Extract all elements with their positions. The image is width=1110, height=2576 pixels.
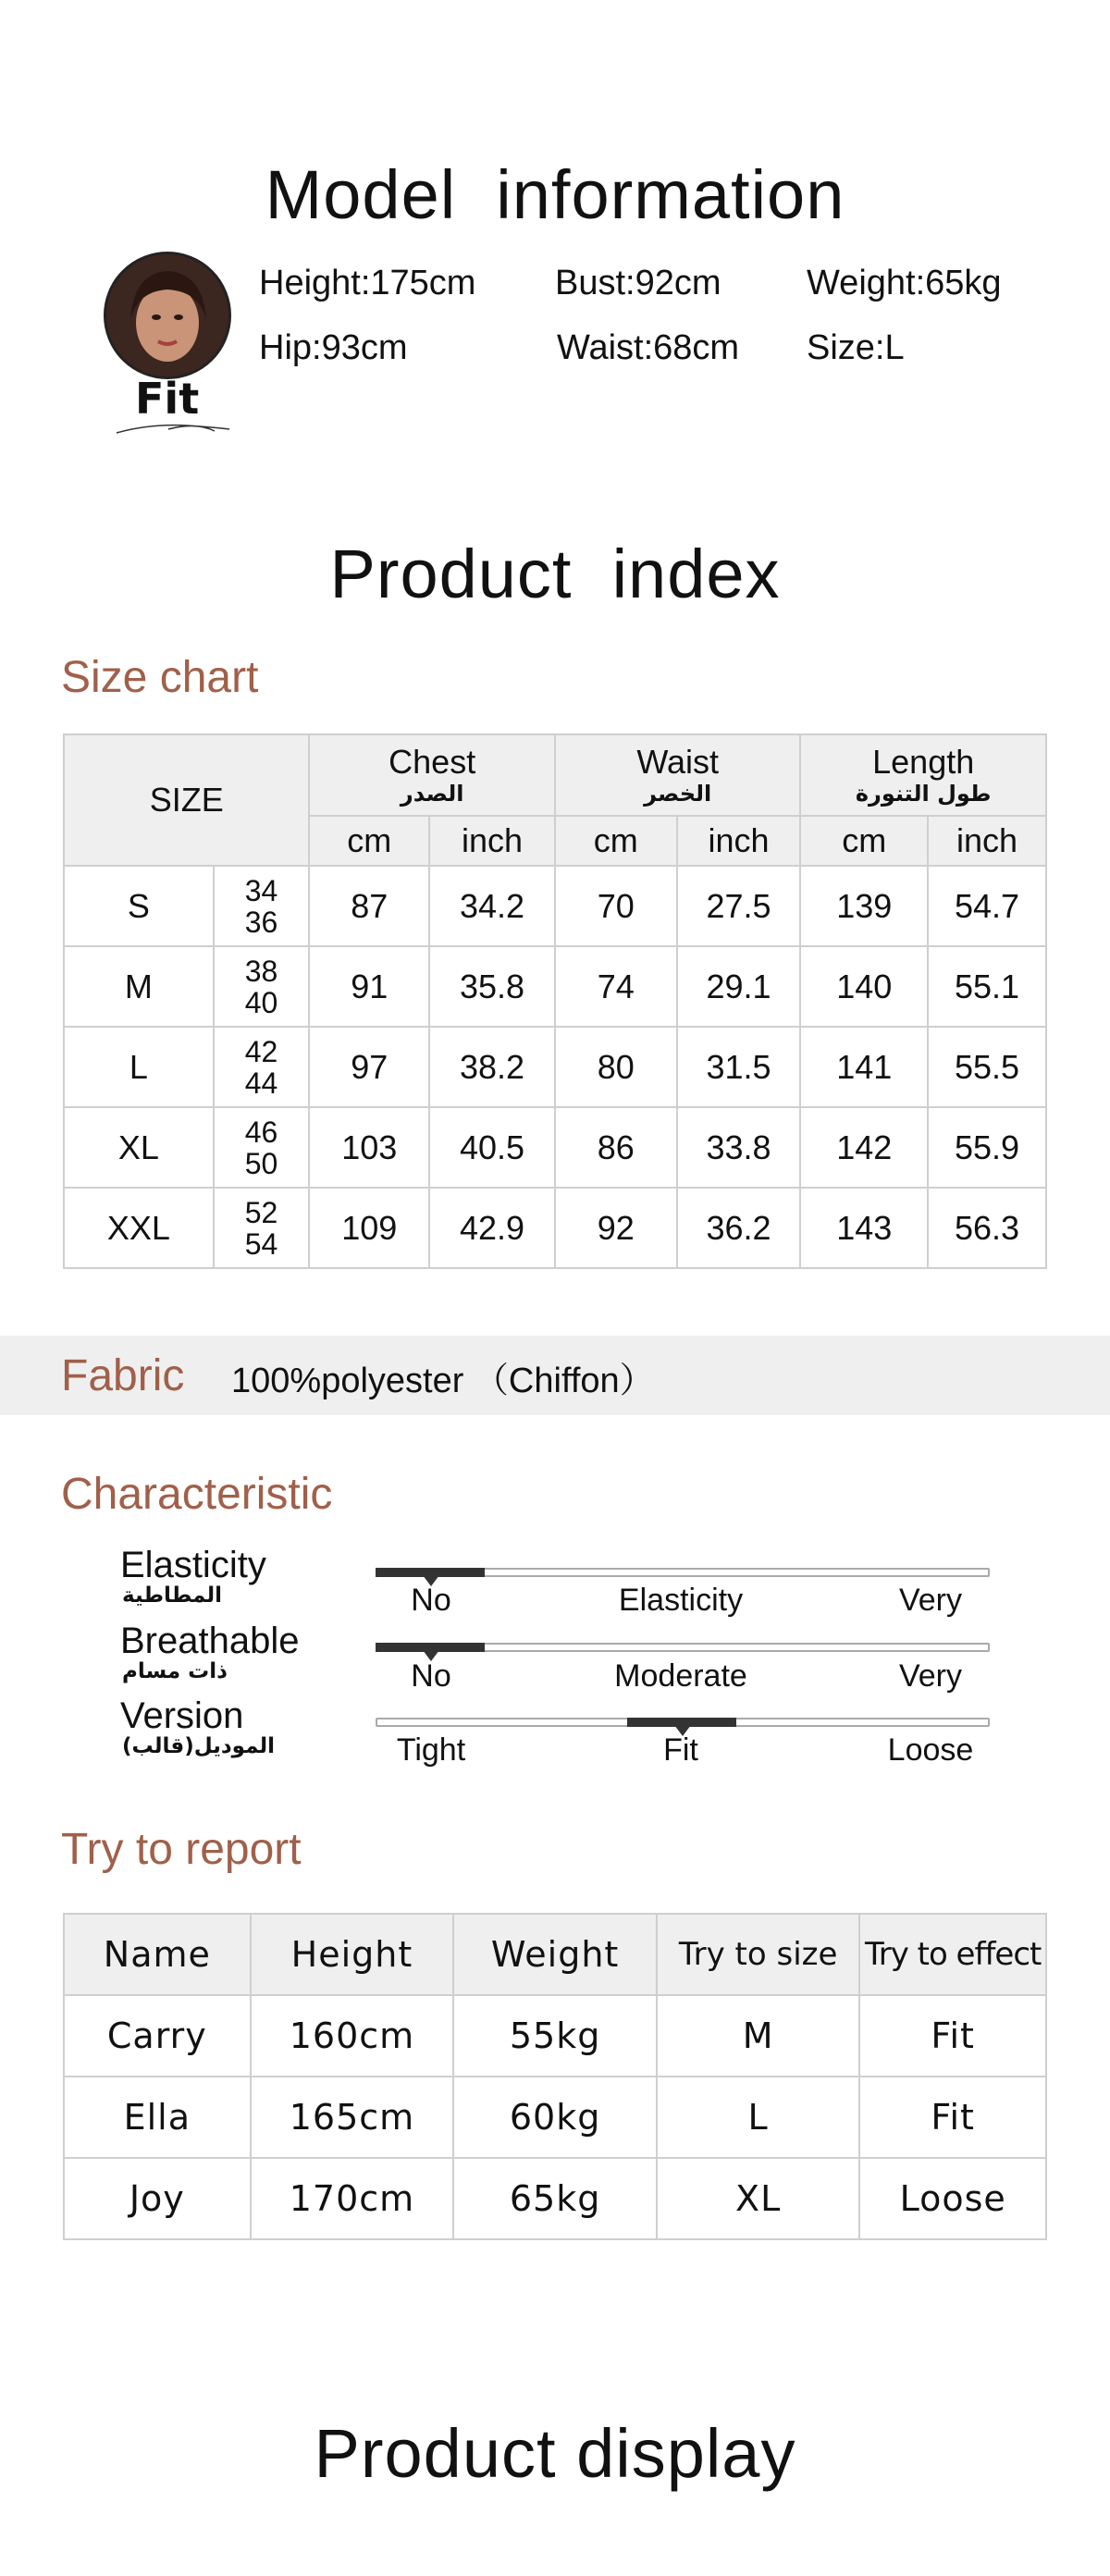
- unit-cell: inch: [677, 816, 801, 866]
- column-header: Try to size: [657, 1914, 859, 1995]
- size-cell: S: [64, 866, 214, 946]
- table-cell: 55kg: [453, 1995, 657, 2077]
- value-cell: 97: [309, 1027, 429, 1107]
- model-weight: Weight:65kg: [807, 264, 1002, 302]
- chest-header: Chest الصدر: [309, 734, 555, 816]
- tick-label: Very: [898, 1658, 963, 1694]
- value-cell: 55.1: [928, 946, 1046, 1027]
- value-cell: 70: [555, 866, 677, 946]
- table-row: [64, 1107, 1046, 1188]
- tick-label: Elasticity: [618, 1583, 744, 1618]
- value-cell: 55.5: [928, 1027, 1046, 1107]
- value-cell: 139: [800, 866, 928, 946]
- table-cell: Fit: [859, 1995, 1046, 2077]
- table-cell: 170cm: [251, 2158, 454, 2239]
- value-cell: 29.1: [677, 946, 801, 1027]
- eu-size-cell: 46 50: [214, 1107, 310, 1188]
- value-cell: 86: [555, 1107, 677, 1188]
- tick-label: No: [411, 1658, 451, 1694]
- eu-size-cell: 38 40: [214, 946, 310, 1027]
- value-cell: 142: [800, 1107, 928, 1188]
- model-hip: Hip:93cm: [259, 328, 408, 367]
- model-size: Size:L: [807, 328, 905, 367]
- value-cell: 36.2: [677, 1188, 801, 1268]
- value-cell: 91: [309, 946, 429, 1027]
- model-information-title: Model information: [265, 156, 845, 233]
- value-cell: 35.8: [429, 946, 555, 1027]
- elasticity-label: Elasticity: [120, 1545, 266, 1585]
- value-cell: 80: [555, 1027, 677, 1107]
- size-chart-title: Size chart: [61, 653, 259, 702]
- eu-size-cell: 34 36: [214, 866, 310, 946]
- table-row: [64, 2158, 1046, 2239]
- signature-swash-icon: [113, 418, 233, 438]
- unit-cell: cm: [800, 816, 928, 866]
- fit-badge: Fit: [135, 374, 200, 424]
- table-row: [64, 946, 1046, 1027]
- tick-label: No: [411, 1583, 451, 1618]
- eu-size-cell: 42 44: [214, 1027, 310, 1107]
- fabric-value: 100%polyester （Chiffon）: [231, 1362, 655, 1400]
- table-cell: Ella: [64, 2077, 251, 2158]
- value-cell: 143: [800, 1188, 928, 1268]
- column-header: Weight: [453, 1914, 657, 1995]
- model-bust: Bust:92cm: [555, 264, 722, 302]
- tick-label: Very: [898, 1583, 963, 1618]
- value-cell: 103: [309, 1107, 429, 1188]
- value-cell: 109: [309, 1188, 429, 1268]
- column-header: Name: [64, 1914, 251, 1995]
- table-cell: Fit: [859, 2077, 1046, 2158]
- unit-cell: inch: [928, 816, 1046, 866]
- length-header: Length طول التنورة: [800, 734, 1046, 816]
- table-row: [64, 2077, 1046, 2158]
- tick-label: Moderate: [614, 1658, 747, 1694]
- size-cell: M: [64, 946, 214, 1027]
- table-row: [64, 1027, 1046, 1107]
- column-header: Height: [251, 1914, 454, 1995]
- eu-size-cell: 52 54: [214, 1188, 310, 1268]
- table-row: [64, 866, 1046, 946]
- value-cell: 42.9: [429, 1188, 555, 1268]
- characteristic-title: Characteristic: [61, 1470, 333, 1519]
- value-cell: 33.8: [677, 1107, 801, 1188]
- value-cell: 31.5: [677, 1027, 801, 1107]
- value-cell: 141: [800, 1027, 928, 1107]
- value-cell: 87: [309, 866, 429, 946]
- model-avatar: [104, 252, 231, 379]
- value-cell: 56.3: [928, 1188, 1046, 1268]
- value-cell: 74: [555, 946, 677, 1027]
- table-cell: 165cm: [251, 2077, 454, 2158]
- value-cell: 55.9: [928, 1107, 1046, 1188]
- table-cell: XL: [657, 2158, 859, 2239]
- elasticity-scale: [376, 1568, 990, 1577]
- value-cell: 92: [555, 1188, 677, 1268]
- table-row: [64, 1995, 1046, 2077]
- table-cell: Loose: [859, 2158, 1046, 2239]
- elasticity-label-ar: المطاطية: [122, 1584, 222, 1608]
- size-chart-table: [63, 733, 1047, 1269]
- table-cell: 60kg: [453, 2077, 657, 2158]
- unit-cell: inch: [429, 816, 555, 866]
- tick-label: Fit: [663, 1732, 698, 1768]
- tick-label: Loose: [887, 1732, 974, 1768]
- tick-label: Tight: [396, 1732, 466, 1768]
- model-waist: Waist:68cm: [557, 328, 740, 367]
- table-cell: L: [657, 2077, 859, 2158]
- breathable-label-ar: ذات مسام: [122, 1659, 228, 1683]
- value-cell: 27.5: [677, 866, 801, 946]
- unit-cell: cm: [309, 816, 429, 866]
- version-label: Version: [120, 1695, 244, 1736]
- version-label-ar: الموديل(قالب): [122, 1734, 276, 1758]
- version-scale: [376, 1718, 990, 1727]
- fabric-label: Fabric: [61, 1351, 185, 1400]
- try-report-title: Try to report: [61, 1825, 302, 1874]
- value-cell: 40.5: [429, 1107, 555, 1188]
- value-cell: 54.7: [928, 866, 1046, 946]
- table-cell: Carry: [64, 1995, 251, 2077]
- size-cell: XXL: [64, 1188, 214, 1268]
- size-cell: L: [64, 1027, 214, 1107]
- size-header: SIZE: [64, 734, 309, 866]
- value-cell: 38.2: [429, 1027, 555, 1107]
- value-cell: 34.2: [429, 866, 555, 946]
- product-display-title: Product display: [314, 2415, 796, 2492]
- table-cell: 160cm: [251, 1995, 454, 2077]
- table-row: [64, 1188, 1046, 1268]
- table-cell: M: [657, 1995, 859, 2077]
- size-cell: XL: [64, 1107, 214, 1188]
- table-cell: 65kg: [453, 2158, 657, 2239]
- unit-cell: cm: [555, 816, 677, 866]
- breathable-scale: [376, 1643, 990, 1652]
- value-cell: 140: [800, 946, 928, 1027]
- product-index-title: Product index: [329, 536, 781, 612]
- try-report-table: [63, 1913, 1047, 2240]
- column-header: Try to effect: [859, 1914, 1046, 1995]
- table-cell: Joy: [64, 2158, 251, 2239]
- waist-header: Waist الخصر: [555, 734, 800, 816]
- breathable-label: Breathable: [120, 1621, 300, 1661]
- model-height: Height:175cm: [259, 264, 476, 302]
